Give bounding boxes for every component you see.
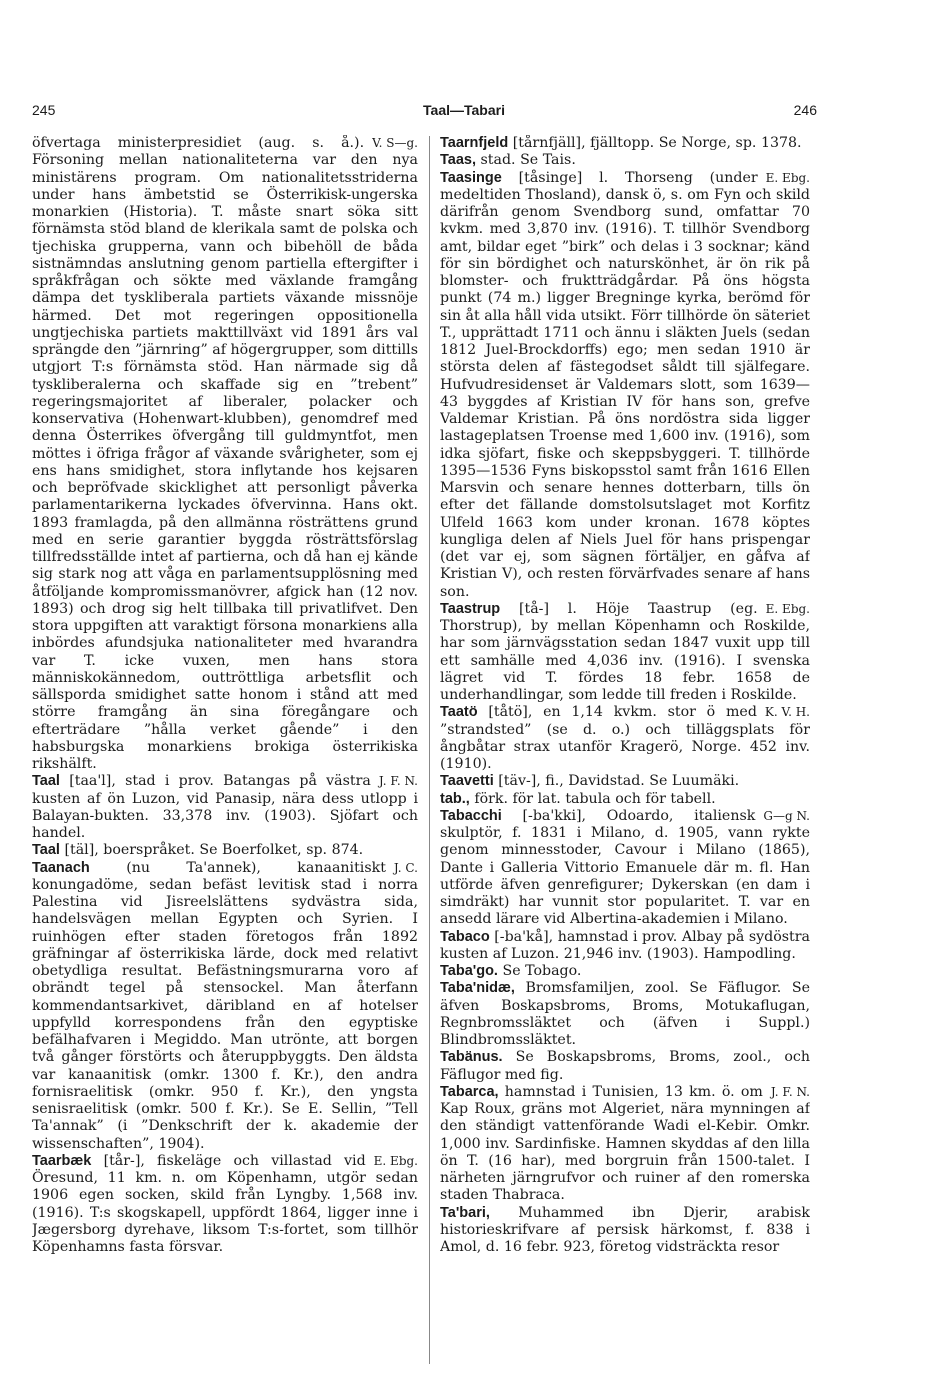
entry-paragraph (440, 152, 810, 169)
entry-paragraph (440, 704, 810, 773)
page-number-left: 245 (32, 102, 56, 118)
column-divider (429, 136, 430, 1364)
entry-text: [täl], boerspråket. Se Boerfolket, sp. 874. (64, 842, 364, 859)
entry-paragraph (440, 963, 810, 980)
entry-paragraph (440, 1084, 810, 1205)
entry-paragraph (440, 1049, 810, 1084)
entry-headword: Taastrup (440, 600, 501, 617)
entry-headword: Ta'bari, (440, 1204, 490, 1221)
running-title: Taal—Tabari (423, 102, 505, 118)
entry-sig: G—g N. (763, 808, 810, 823)
entry-text: [-ba'kki], Odoardo, italiensk skulptör, f. 1831 i Milano, d. 1905, vann rykte genom minnesstoder, Cavour i Milano (1865), Dante i Galleria Vittorio Emanuele där m. fl. Han utförde äfven genrefigurer; Dykerskan (en dam i simdräkt) har vunnit stor popularitet. T. var en ansedd lärare vid Albertina-akademien i Milano. (440, 807, 810, 928)
entry-paragraph (32, 1153, 418, 1257)
entry-paragraph (440, 980, 810, 1049)
entry-sig: E. Ebg. (765, 170, 810, 185)
entry-text: [tåtö], en 1,14 kvkm. stor ö med ”strandsted” (se d. o.) och tilläggsplats för ångbåtar strax utanför Kragerö, Norge. 452 inv. (1910). (440, 704, 810, 772)
entry-text: öfvertaga ministerpresidiet (aug. s. å.). Försoning mellan nationaliteterna var den nya ministärens program. Om nationalitetsstriderna under hans ämbetstid se Österrikisk-ungerska monarkien (Historia). T. måste snart söka sitt förnämsta stöd bland de klerikala samt de polska och tjechiska grupperna, vann och bibehöll de båda sistnämndas anslutning genom partiella eftergifter i språkfrågan och sökte med växlande framgång dämpa det tyskliberala partiets växande missnöje härmed. Det mot regeringen oppositionella ungtjechiska partiets makttillväxt vid 1891 års val sprängde den ”järnring” af högergrupper, som dittills utgjort T:s förnämsta stöd. Han närmade sig då tyskliberalerna och skaffade sig en ”trebent” regeringsmajoritet af liberaler, polacker och konservativa (Hohenwart-klubben), genomdref med denna Österrikes öfvergång till guldmyntfot, men möttes i öfriga frågor af växande svårigheter, som ej ens hans smidighet, stora inflytande hos kejsaren och bepröfvade skicklighet att personligt påverka parlamentarikerna lyckades öfvervinna. Hans okt. 1893 framlagda, på den allmänna rösträttens grund med en serie garantier byggda rösträttsförslag tillfredsställde intet af partierna, och då han ej kände sig stark nog att våga en parlamentsupplösning med åtföljande kompromissmanövrer, afgick han (12 nov. 1893) och drog sig helt tillbaka till privatlifvet. Den stora uppgiften att varaktigt försona monarkiens alla inbördes afundsjuka nationaliteter med hvarandra var T. icke vuxen, men hans stora människokännedom, outtröttliga arbetsflit och sällsporda smidighet satte honom i stånd att med större framgång än sina föregångare och efterträdare ”hålla verket gående” i den habsburgska monarkiens brokiga österrikiska rikshälft. (32, 135, 418, 772)
entry-text: Se Boskapsbroms, Broms, zool., och Fäflugor med fig. (440, 1049, 810, 1083)
entry-headword: tab., (440, 790, 470, 807)
entry-paragraph (440, 808, 810, 929)
entry-text: [tår-], fiskeläge och villastad vid Öresund, 11 km. n. om Köpenhamn, utgör sedan 1906 egen socken, skild från Lyngby. 1,568 inv. (1916). T:s skogskapell, uppfördt 1864, ligger inne i Jægersborg dyrehave, liksom T:s-fortet, som tillhör Köpenhamns fasta försvar. (32, 1152, 418, 1255)
entry-headword: Taas, (440, 152, 477, 169)
entry-sig: J. C. (393, 860, 418, 875)
entry-sig: E. Ebg. (373, 1153, 418, 1168)
entry-text: (nu Ta'annek), kanaanitiskt konungadöme, sedan befäst levitisk stad i norra Palestina vid Jisreelslättens sydvästra sida, handelsvägen mellan Egypten och Syrien. I ruinhögen efter staden företogos från 1892 gräfningar af österrikiska lärde, dock med relativt obetydliga resultat. Befästningsmurarna voro af obrändt tegel på stensockel. Man återfann kommendantsarkivet, däribland en af hotelser uppfylld korrespondens från den egyptiske befälhafvaren i Megiddo. Man utrönte, att borgen två gånger förstörts och återuppbyggts. Den äldsta var kanaanitisk (omkr. 1300 f. Kr.), den andra fornisraelitisk (omkr. 950 f. Kr.), den yngsta senisraelitisk (omkr. 500 f. Kr.). Se E. Sellin, ”Tell Ta'annak” (i ”Denkschrift der k. akademie der wissenschaften”, 1904). (32, 859, 418, 1152)
entry-paragraph (440, 135, 810, 152)
left-column (32, 135, 418, 1365)
entry-paragraph (32, 135, 418, 773)
entry-text: [tå-] l. Höje Taastrup (eg. Thorstrup), by mellan Köpenhamn och Roskilde, har som järnvägsstation sedan 1847 vuxit upp till ett samhälle med 4,036 inv. (1916). I svenska lägret vid T. fördes 18 febr. 1658 de underhandlingar, som ledde till freden i Roskilde. (440, 600, 810, 703)
entry-sig: J. F. N. (770, 1084, 810, 1099)
right-column (440, 135, 810, 1365)
entry-text: [tårnfjäll], fjälltopp. Se Norge, sp. 1378. (512, 135, 802, 151)
entry-text: Muhammed ibn Djerir, arabisk historieskrifvare af persisk härkomst, f. 838 i Amol, d. 16 febr. 923, företog vidsträckta resor (440, 1204, 810, 1255)
entry-sig: V. S—g. (372, 136, 418, 150)
entry-headword: Taasinge (440, 169, 502, 186)
entry-text: [taa'l], stad i prov. Batangas på västra kusten af ön Luzon, vid Panasip, nära dess utlopp i Balayan-bukten. 33,378 inv. (1903). Sjöfart och handel. (32, 773, 418, 841)
entry-headword: Taavetti (440, 773, 494, 790)
entry-sig: K. V. H. (764, 705, 810, 720)
entry-headword: Taal (32, 842, 60, 859)
entry-headword: Taba'go. (440, 963, 498, 979)
entry-paragraph (32, 860, 418, 1153)
entry-text: hamnstad i Tunisien, 13 km. ö. om Kap Roux, gräns mot Algeriet, nära mynningen af den ständigt vattenförande Wadi el-Kebir. Omkr. 1,000 inv. Sardinfiske. Hamnen skyddas af den lilla ön T. (16 har), med borgruin från 1500-talet. I närheten järngrufvor och ruiner af den romerska staden Thabraca. (440, 1083, 810, 1204)
entry-headword: Taanach (32, 859, 90, 876)
entry-paragraph (440, 601, 810, 705)
entry-sig: J. F. N. (378, 774, 418, 789)
entry-headword: Tabacchi (440, 807, 502, 824)
entry-headword: Tabarca, (440, 1083, 499, 1100)
entry-paragraph (32, 773, 418, 842)
entry-text: [-ba'kå], hamnstad i prov. Albay på sydöstra kusten af Luzon. 21,946 inv. (1903). Hampodling. (440, 928, 810, 962)
entry-headword: Taarbæk (32, 1152, 92, 1169)
entry-paragraph (440, 1205, 810, 1257)
entry-text: [täv-], fi., Davidstad. Se Luumäki. (498, 773, 740, 790)
entry-headword: Taatö (440, 704, 478, 721)
entry-sig: E. Ebg. (765, 601, 810, 616)
entry-paragraph (440, 170, 810, 601)
entry-paragraph (440, 773, 810, 790)
entry-text: Se Tobago. (502, 963, 582, 979)
entry-text: Bromsfamiljen, zool. Se Fäflugor. Se äfven Boskapsbroms, Broms, Motukaflugan, Regnbromssläktet och (äfven i Suppl.) Blindbromssläktet. (440, 980, 810, 1048)
entry-paragraph (32, 842, 418, 859)
entry-headword: Taarnfjeld (440, 135, 509, 151)
entry-text: [tåsinge] l. Thorseng (under medeltiden Thosland), dansk ö, s. om Fyn och skild därifrån genom Svendborg sund, omfattar 70 kvkm. med 3,870 inv. (1916). T. tillhör Svendborg amt, bildar eget ”birk” och delas i 3 socknar; känd för sin bördighet och naturskönhet, är ön rik på blomster- och fruktträdgårdar. På öns högsta punkt (74 m.) ligger Bregninge kyrka, berömd för sin åt alla håll vida utsikt. Förr tillhörde ön säteriet T., upprättadt 1711 och ännu i släkten Juels (sedan 1812 Juel-Brockdorffs) ego; men sedan 1910 är största delen af fästegodset såldt till själfegare. Hufvudresidenset är Valdemars slott, som 1639—43 byggdes af Kristian IV för hans son, grefve Valdemar Kristian. På öns nordöstra sida ligger lastageplatsen Troense med 1,600 inv. (1916), som idka sjöfart, fiske och skeppsbyggeri. T. tillhörde 1395—1536 Fyns biskopsstol samt från 1616 Ellen Marsvin och senare hennes dotterbarn, tills ön efter det fällande domstolsutslaget mot Korfitz Ulfeld 1663 kom under kronan. 1678 köptes kungliga delen af Niels Juel för hans prispengar (det var ej, som sägnen förtäljer, en gåfva af Kristian V), och resten förvärfvades senare af hans son. (440, 169, 810, 600)
page-number-right: 246 (793, 102, 817, 118)
entry-paragraph (440, 929, 810, 964)
entry-paragraph (440, 791, 810, 808)
entry-text: stad. Se Tais. (480, 152, 576, 169)
entry-headword: Tabaco (440, 928, 490, 945)
entry-text: förk. för lat. tabula och för tabell. (474, 790, 716, 807)
entry-headword: Taal (32, 773, 60, 790)
entry-headword: Tabänus. (440, 1049, 503, 1066)
entry-headword: Taba'nidæ, (440, 980, 515, 997)
